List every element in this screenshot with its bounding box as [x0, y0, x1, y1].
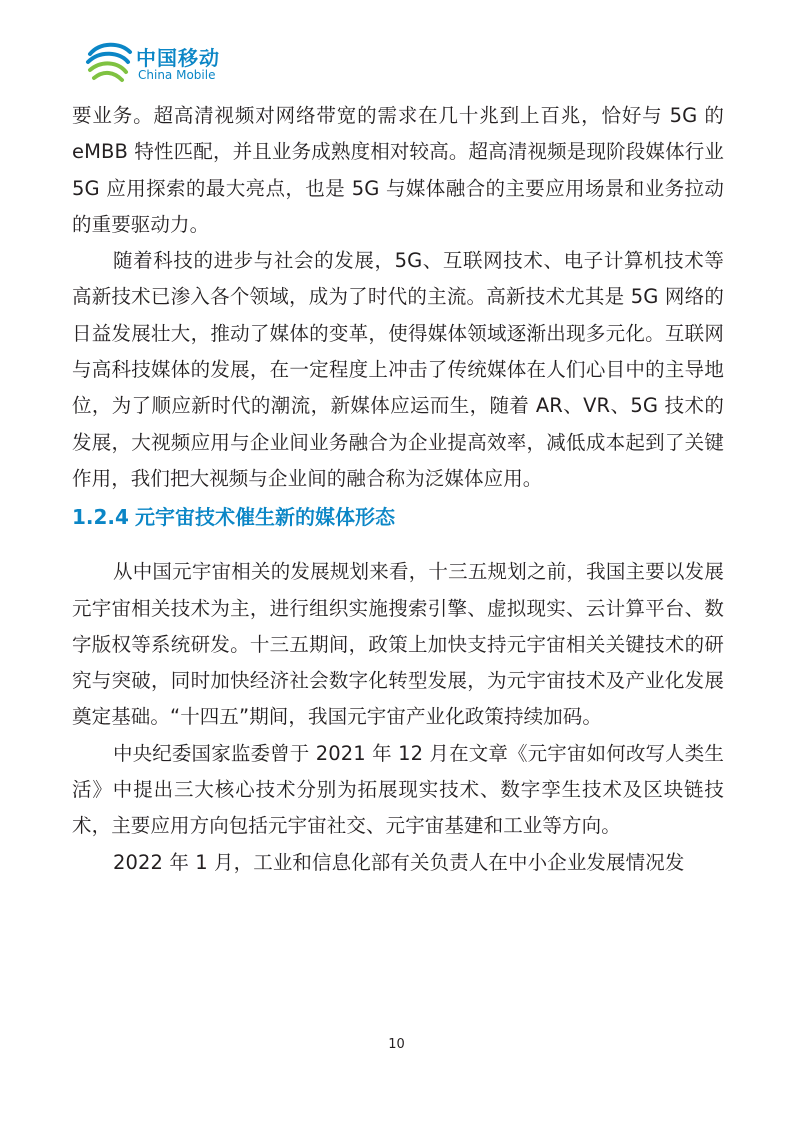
- section-number: 1.2.4: [72, 505, 129, 530]
- section-heading: [72, 497, 724, 554]
- page-number: 10: [388, 1037, 405, 1052]
- section-title: 元宇宙技术催生新的媒体形态: [134, 505, 395, 530]
- paragraph-1: 要业务。超高清视频对网络带宽的需求在几十兆到上百兆，恰好与 5G 的 eMBB 特性匹配，并且业务成熟度相对较高。超高清视频是现阶段媒体行业 5G 应用探索的最大亮点，也是 5G 与媒体融合的主要应用场景和业务拉动的重要驱动力。: [72, 104, 724, 236]
- paragraph-2: 随着科技的进步与社会的发展，5G、互联网技术、电子计算机技术等高新技术已渗入各个领域，成为了时代的主流。高新技术尤其是 5G 网络的日益发展壮大，推动了媒体的变革，使得媒体领域逐渐出现多元化。互联网与高科技媒体的发展，在一定程度上冲击了传统媒体在人们心目中的主导地位，为了顺应新时代的潮流，新媒体应运而生，随着 AR、VR、5G 技术的发展，大视频应用与企业间业务融合为企业提高效率，减低成本起到了关键作用，我们把大视频与企业间的融合称为泛媒体应用。: [72, 249, 724, 490]
- document-body: [72, 98, 724, 881]
- paragraph-4: 中央纪委国家监委曾于 2021 年 12 月在文章《元宇宙如何改写人类生活》中提出三大核心技术分别为拓展现实技术、数字孪生技术及区块链技术，主要应用方向包括元宇宙社交、元宇宙基建和工业等方向。: [72, 741, 724, 838]
- paragraph-5: 2022 年 1 月，工业和信息化部有关负责人在中小企业发展情况发: [113, 850, 685, 874]
- china-mobile-logo-icon: [84, 38, 134, 84]
- logo-text-cn: 中国移动: [136, 46, 220, 70]
- logo-text-en: China Mobile: [138, 68, 216, 82]
- china-mobile-logo: [84, 38, 244, 90]
- paragraph-3: 从中国元宇宙相关的发展规划来看，十三五规划之前，我国主要以发展元宇宙相关技术为主，进行组织实施搜索引擎、虚拟现实、云计算平台、数字版权等系统研发。十三五期间，政策上加快支持元宇宙相关关键技术的研究与突破，同时加快经济社会数字化转型发展，为元宇宙技术及产业化发展奠定基础。“十四五”期间，我国元宇宙产业化政策持续加码。: [72, 560, 724, 729]
